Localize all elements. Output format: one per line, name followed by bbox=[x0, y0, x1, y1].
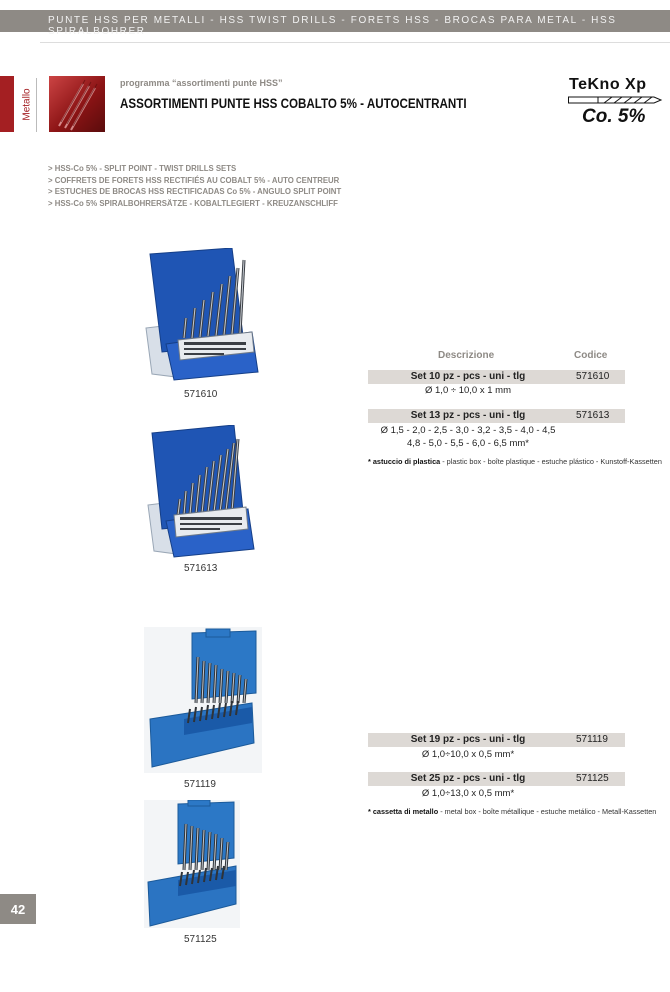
set-description: Ø 1,5 - 2,0 - 2,5 - 3,0 - 3,2 - 3,5 - 4,0 - 4,5 bbox=[380, 425, 556, 436]
set-row bbox=[368, 370, 625, 384]
product-image-571610 bbox=[140, 248, 262, 382]
product-caption: 571119 bbox=[184, 779, 216, 790]
set-row bbox=[368, 772, 625, 786]
program-subtitle: programma “assortimenti punte HSS” bbox=[120, 78, 283, 88]
feature-item: > HSS-Co 5% - SPLIT POINT - TWIST DRILLS SETS bbox=[48, 164, 237, 173]
product-caption: 571125 bbox=[184, 934, 217, 945]
breadcrumb: PUNTE HSS PER METALLI - HSS TWIST DRILLS - FORETS HSS - BROCAS PARA METAL - HSS SPIRALBOHRER bbox=[48, 15, 617, 37]
note-lead: * astuccio di plastica bbox=[368, 457, 441, 466]
metal-box-note bbox=[368, 807, 656, 816]
section-tab bbox=[16, 76, 38, 132]
set-code: 571610 bbox=[576, 371, 610, 382]
feature-item: > ESTUCHES DE BROCAS HSS RECTIFICADAS Co 5% - ANGULO SPLIT POINT bbox=[48, 187, 342, 197]
set-name: Set 13 pz - pcs - uni - tlg bbox=[410, 410, 526, 421]
product-image-571125 bbox=[144, 800, 240, 928]
page-title: ASSORTIMENTI PUNTE HSS COBALTO 5% - AUTOCENTRANTI bbox=[120, 96, 467, 111]
brand-logo bbox=[560, 76, 665, 131]
cobalt-label: Co. 5% bbox=[582, 106, 646, 127]
product-caption: 571610 bbox=[184, 389, 218, 400]
set-name: Set 10 pz - pcs - uni - tlg bbox=[410, 371, 526, 382]
plastic-box-note bbox=[368, 457, 662, 466]
product-image-571613 bbox=[144, 425, 256, 559]
note-lead: * cassetta di metallo bbox=[368, 807, 439, 816]
drill-category-icon bbox=[49, 76, 105, 132]
set-description: 4,8 - 5,0 - 5,5 - 6,0 - 6,5 mm* bbox=[407, 438, 529, 449]
set-name: Set 19 pz - pcs - uni - tlg bbox=[410, 734, 526, 745]
feature-item: > HSS-Co 5% SPIRALBOHRERSÄTZE - KOBALTLEGIERT - KREUZANSCHLIFF bbox=[48, 199, 338, 209]
note-text: - metal box - boîte métallique - estuche metálico - Metall-Kassetten bbox=[438, 807, 657, 816]
feature-item: > COFFRETS DE FORETS HSS RECTIFIÉS AU COBALT 5% - AUTO CENTREUR bbox=[48, 175, 340, 185]
product-image-571119 bbox=[144, 627, 262, 773]
set-code: 571613 bbox=[576, 410, 610, 421]
set-description: Ø 1,0÷13,0 x 0,5 mm* bbox=[421, 788, 515, 799]
code-column-header: Codice bbox=[574, 350, 608, 361]
set-description: Ø 1,0÷10,0 x 0,5 mm* bbox=[421, 749, 515, 760]
drill-bit-icon bbox=[568, 95, 663, 105]
section-tab-marker bbox=[0, 76, 14, 132]
set-code: 571125 bbox=[576, 773, 609, 784]
set-name: Set 25 pz - pcs - uni - tlg bbox=[410, 773, 526, 784]
set-row bbox=[368, 409, 625, 423]
product-caption: 571613 bbox=[184, 563, 218, 574]
set-code: 571119 bbox=[576, 734, 608, 745]
header-bar bbox=[0, 10, 670, 37]
section-label: Metallo bbox=[21, 87, 33, 121]
header-divider bbox=[40, 42, 670, 43]
feature-list bbox=[48, 163, 341, 210]
set-row bbox=[368, 733, 625, 747]
section-divider bbox=[36, 78, 37, 132]
description-column-header: Descrizione bbox=[438, 350, 495, 361]
set-description: Ø 1,0 ÷ 10,0 x 1 mm bbox=[425, 385, 511, 396]
brand-name: TeKno Xp bbox=[569, 76, 647, 93]
note-text: - plastic box - boîte plastique - estuche plástico - Kunstoff-Kassetten bbox=[440, 457, 662, 466]
page-number: 42 bbox=[0, 894, 36, 924]
